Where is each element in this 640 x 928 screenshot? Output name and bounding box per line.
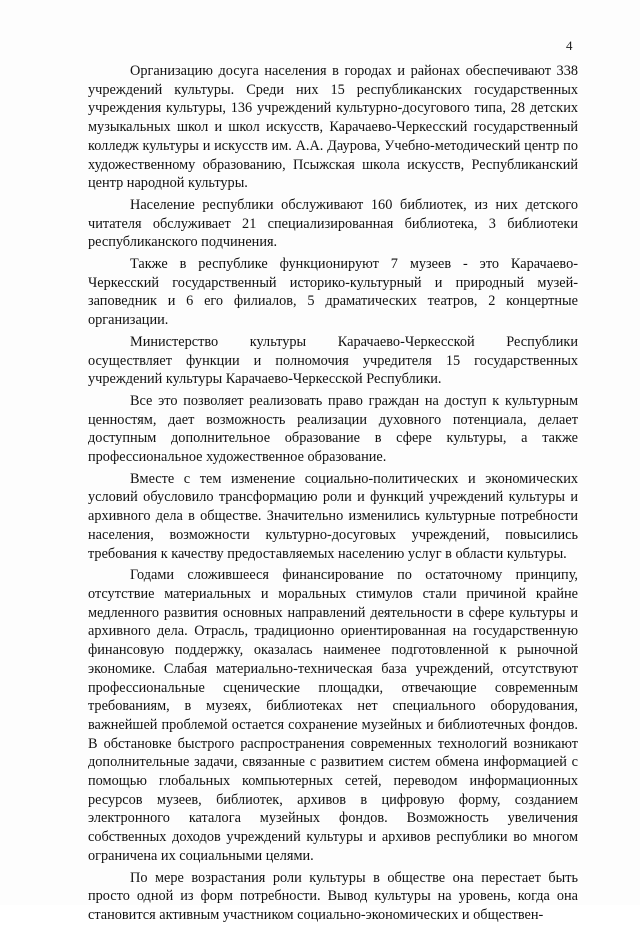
paragraph-ministry: Министерство культуры Карачаево-Черкесской Республики осуществляет функции и полномочия учредителя 15 государственных учреждений культуры Карачаево-Черкесской Республики. xyxy=(88,333,578,388)
paragraph-libraries: Население республики обслуживают 160 библиотек, из них детского читателя обслуживает 21 специализированная библиотека, 3 библиотеки республиканского подчинения. xyxy=(88,196,578,251)
paragraph-role-of-culture: По мере возрастания роли культуры в обществе она перестает быть просто одной из форм потребности. Вывод культуры на уровень, когда она становится активным участником социально-экономических и обществен- xyxy=(88,869,578,923)
paragraph-cultural-institutions: Организацию досуга населения в городах и районах обеспечивают 338 учреждений культуры. Среди них 15 республиканских государственных учреждения культуры, 136 учреждений культурно-досугового типа, 28 детских музыкальных школ и школ искусств, Карачаево-Черкесский государственный колледж культуры и искусств им. А.А. Даурова, Учебно-методический центр по художественному образованию, Псыжская школа искусств, Республиканский центр народной культуры. xyxy=(88,63,578,192)
page-number: 4 xyxy=(566,38,573,53)
paragraph-financing-problems: Годами сложившееся финансирование по остаточному принципу, отсутствие материальных и моральных стимулов стали причиной крайне медленного развития основных направлений деятельности в сфере культуры и архивного дела. Отрасль, традиционно ориентированная на государственную финансовую поддержку, оказалась наименее подготовленной к рыночной экономике. Слабая материально-техническая база учреждений, отсутствуют профессиональные сценические площадки, отвечающие современным требованиям, в музеях, библиотеках нет специального оборудования, важнейшей проблемой остается сохранение музейных и библиотечных фондов. В обстановке быстрого распространения современных технологий возникают дополнительные задачи, связанные с развитием систем обмена информацией с помощью глобальных компьютерных сетей, переводом информационных ресурсов музеев, библиотек, архивов в цифровую форму, созданием электронного каталога музейных фондов. Возможность увеличения собственных доходов учреждений культуры и архивов республики во многом ограничена их социальными целями. xyxy=(88,567,578,864)
paragraph-museums-theatres: Также в республике функционируют 7 музеев - это Карачаево-Черкесский государственный историко-культурный и природный музей-заповедник и 6 его филиалов, 5 драматических театров, 2 концертные организации. xyxy=(88,256,578,329)
paragraph-access-to-culture: Все это позволяет реализовать право граждан на доступ к культурным ценностям, дает возможность реализации духовного потенциала, делает доступным дополнительное образование в сфере культуры, а также профессиональное художественное образование. xyxy=(88,392,578,466)
paragraph-transformation: Вместе с тем изменение социально-политических и экономических условий обусловило трансформацию роли и функций учреждений культуры и архивного дела в обществе. Значительно изменились культурные потребности населения, возможности культурно-досуговых учреждений, повысились требования к качеству предоставляемых населению услуг в области культуры. xyxy=(88,470,578,562)
document-body xyxy=(88,62,578,928)
